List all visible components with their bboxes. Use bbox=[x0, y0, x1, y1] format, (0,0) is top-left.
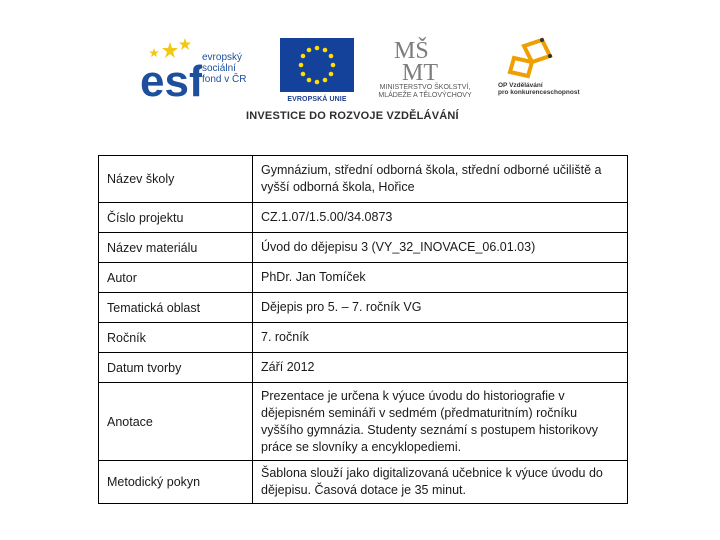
svg-text:esf: esf bbox=[140, 57, 202, 106]
eu-flag-icon bbox=[276, 36, 358, 94]
banner-text: INVESTICE DO ROZVOJE VZDĚLÁVÁNÍ bbox=[246, 110, 459, 122]
msmt-line-2: MLÁDEŽE A TĚLOVÝCHOVY bbox=[378, 92, 472, 99]
table-row bbox=[99, 353, 628, 383]
esf-logo bbox=[140, 36, 270, 106]
logo-strip bbox=[140, 36, 580, 106]
esf-line-3: fond v ČR bbox=[202, 74, 247, 85]
eu-logo bbox=[276, 36, 358, 106]
op-mark-icon bbox=[488, 36, 582, 82]
row-value: PhDr. Jan Tomíček bbox=[253, 263, 628, 293]
row-value: Dějepis pro 5. – 7. ročník VG bbox=[253, 293, 628, 323]
esf-line-1: evropský bbox=[202, 52, 243, 63]
row-value: 7. ročník bbox=[253, 323, 628, 353]
row-value: Září 2012 bbox=[253, 353, 628, 383]
row-label: Název materiálu bbox=[99, 233, 253, 263]
row-value: Úvod do dějepisu 3 (VY_32_INOVACE_06.01.03) bbox=[253, 233, 628, 263]
row-label: Metodický pokyn bbox=[99, 461, 253, 504]
table-row bbox=[99, 156, 628, 203]
row-value: CZ.1.07/1.5.00/34.0873 bbox=[253, 203, 628, 233]
table-row bbox=[99, 461, 628, 504]
metadata-table bbox=[98, 155, 628, 504]
table-row bbox=[99, 233, 628, 263]
table-row bbox=[99, 203, 628, 233]
row-value: Gymnázium, střední odborná škola, střední odborné učiliště a vyšší odborná škola, Hořice bbox=[253, 156, 628, 203]
table-row bbox=[99, 293, 628, 323]
row-label: Název školy bbox=[99, 156, 253, 203]
row-label: Datum tvorby bbox=[99, 353, 253, 383]
esf-text bbox=[202, 52, 246, 85]
table-row bbox=[99, 383, 628, 461]
row-label: Autor bbox=[99, 263, 253, 293]
op-line-1: OP Vzdělávání bbox=[498, 82, 543, 89]
table-row bbox=[99, 263, 628, 293]
eu-label: EVROPSKÁ UNIE bbox=[287, 96, 347, 103]
msmt-text bbox=[366, 84, 484, 100]
esf-line-2: sociální bbox=[202, 63, 236, 74]
msmt-mark-icon bbox=[366, 36, 484, 82]
row-label: Tematická oblast bbox=[99, 293, 253, 323]
svg-text:MŠ: MŠ bbox=[394, 38, 429, 64]
row-label: Ročník bbox=[99, 323, 253, 353]
row-value: Prezentace je určena k výuce úvodu do historiografie v dějepisném semináři v sedmém (předmaturitním) ročníku vyššího gymnázia. Studenty seznámí s postupem historikovy práce se slovníky a encyklopediemi. bbox=[253, 383, 628, 461]
svg-text:MT: MT bbox=[402, 60, 438, 82]
row-label: Anotace bbox=[99, 383, 253, 461]
esf-mark-icon bbox=[140, 36, 202, 106]
row-label: Číslo projektu bbox=[99, 203, 253, 233]
msmt-line-1: MINISTERSTVO ŠKOLSTVÍ, bbox=[379, 84, 471, 91]
msmt-logo bbox=[366, 36, 484, 106]
row-value: Šablona slouží jako digitalizovaná učebnice k výuce úvodu do dějepisu. Časová dotace je 35 minut. bbox=[253, 461, 628, 504]
table-row bbox=[99, 323, 628, 353]
op-text bbox=[498, 82, 582, 96]
op-logo bbox=[488, 36, 582, 106]
op-line-2: pro konkurenceschopnost bbox=[498, 89, 580, 96]
